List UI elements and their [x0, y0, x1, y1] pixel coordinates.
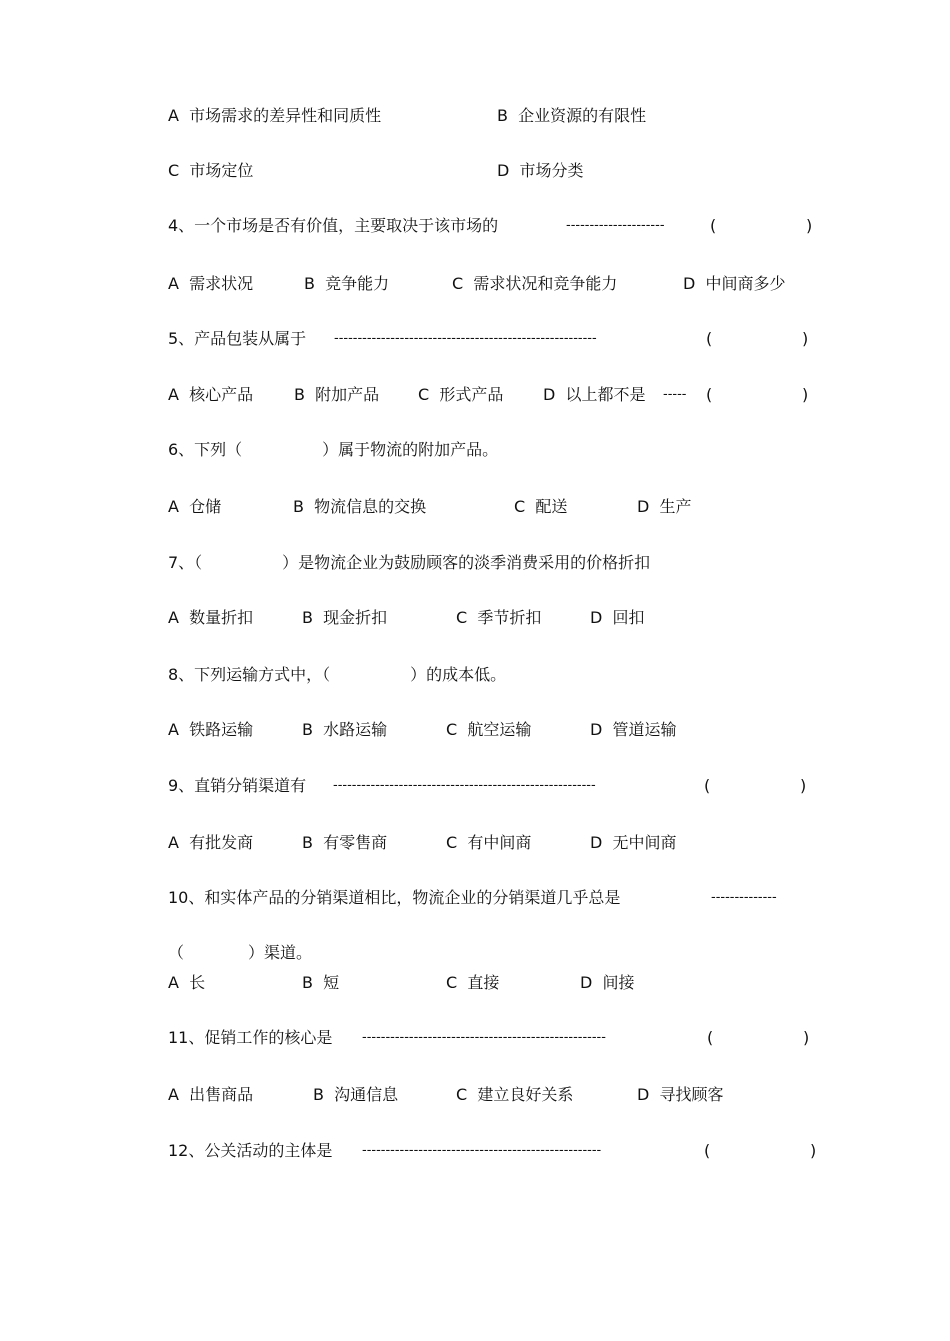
q9-option-a: A 有批发商 [168, 833, 254, 852]
q11-option-b: B 沟通信息 [313, 1085, 399, 1104]
q9-option-b: B 有零售商 [302, 833, 388, 852]
q11-paren-open: ( [707, 1028, 714, 1047]
q6-option-a: A 仓储 [168, 497, 222, 516]
q12-paren-open: ( [704, 1141, 711, 1160]
q8-option-c: C 航空运输 [446, 720, 532, 739]
q5-option-d-paren-close: ) [802, 385, 809, 404]
q10-stem-line2: （ ）渠道。 [168, 943, 313, 962]
q5-option-c: C 形式产品 [418, 385, 504, 404]
q9-stem: 9、直销分销渠道有 [168, 776, 307, 795]
q4-option-a: A 需求状况 [168, 274, 254, 293]
q8-stem: 8、下列运输方式中，（ ）的成本低。 [168, 665, 507, 684]
q9-paren-close: ) [800, 776, 807, 795]
q4-option-c: C 需求状况和竞争能力 [452, 274, 618, 293]
q5-dashes: -------------------------------------------------------- [334, 331, 597, 346]
q5-option-d-dashes: ----- [663, 387, 687, 402]
q7-stem: 7、（ ）是物流企业为鼓励顾客的淡季消费采用的价格折扣 [168, 553, 651, 572]
q10-option-c: C 直接 [446, 973, 500, 992]
q7-option-c: C 季节折扣 [456, 608, 542, 627]
q5-option-d: D 以上都不是 [543, 385, 646, 404]
q5-stem: 5、产品包装从属于 [168, 329, 307, 348]
q12-dashes: --------------------------------------------------- [362, 1143, 602, 1158]
q10-option-a: A 长 [168, 973, 206, 992]
q5-option-b: B 附加产品 [294, 385, 380, 404]
q8-option-b: B 水路运输 [302, 720, 388, 739]
q6-option-c: C 配送 [514, 497, 568, 516]
q3-option-d: D 市场分类 [497, 161, 584, 180]
q12-paren-close: ) [810, 1141, 817, 1160]
q4-paren-open: ( [710, 216, 717, 235]
q7-option-a: A 数量折扣 [168, 608, 254, 627]
q11-option-a: A 出售商品 [168, 1085, 254, 1104]
q7-option-d: D 回扣 [590, 608, 645, 627]
q10-dashes: -------------- [711, 890, 777, 905]
q11-paren-close: ) [803, 1028, 810, 1047]
q4-dashes: --------------------- [566, 218, 665, 233]
q12-stem: 12、公关活动的主体是 [168, 1141, 333, 1160]
q10-option-d: D 间接 [580, 973, 635, 992]
q10-stem: 10、和实体产品的分销渠道相比，物流企业的分销渠道几乎总是 [168, 888, 621, 907]
q5-option-d-paren-open: ( [706, 385, 713, 404]
q6-option-d: D 生产 [637, 497, 692, 516]
q4-option-d: D 中间商多少 [683, 274, 786, 293]
q5-paren-open: ( [706, 329, 713, 348]
q3-option-a: A 市场需求的差异性和同质性 [168, 106, 382, 125]
q3-option-b: B 企业资源的有限性 [497, 106, 647, 125]
q9-option-d: D 无中间商 [590, 833, 677, 852]
q5-paren-close: ) [802, 329, 809, 348]
q11-option-c: C 建立良好关系 [456, 1085, 574, 1104]
q3-option-c: C 市场定位 [168, 161, 254, 180]
q9-paren-open: ( [704, 776, 711, 795]
q5-option-a: A 核心产品 [168, 385, 254, 404]
q11-dashes: ---------------------------------------------------- [362, 1030, 606, 1045]
q7-option-b: B 现金折扣 [302, 608, 388, 627]
q6-option-b: B 物流信息的交换 [293, 497, 427, 516]
q4-option-b: B 竞争能力 [304, 274, 390, 293]
q11-option-d: D 寻找顾客 [637, 1085, 724, 1104]
q4-stem: 4、一个市场是否有价值，主要取决于该市场的 [168, 216, 499, 235]
q9-dashes: -------------------------------------------------------- [333, 778, 596, 793]
q8-option-d: D 管道运输 [590, 720, 677, 739]
q11-stem: 11、促销工作的核心是 [168, 1028, 333, 1047]
q6-stem: 6、下列（ ）属于物流的附加产品。 [168, 440, 499, 459]
q9-option-c: C 有中间商 [446, 833, 532, 852]
q10-option-b: B 短 [302, 973, 340, 992]
q4-paren-close: ) [806, 216, 813, 235]
q8-option-a: A 铁路运输 [168, 720, 254, 739]
